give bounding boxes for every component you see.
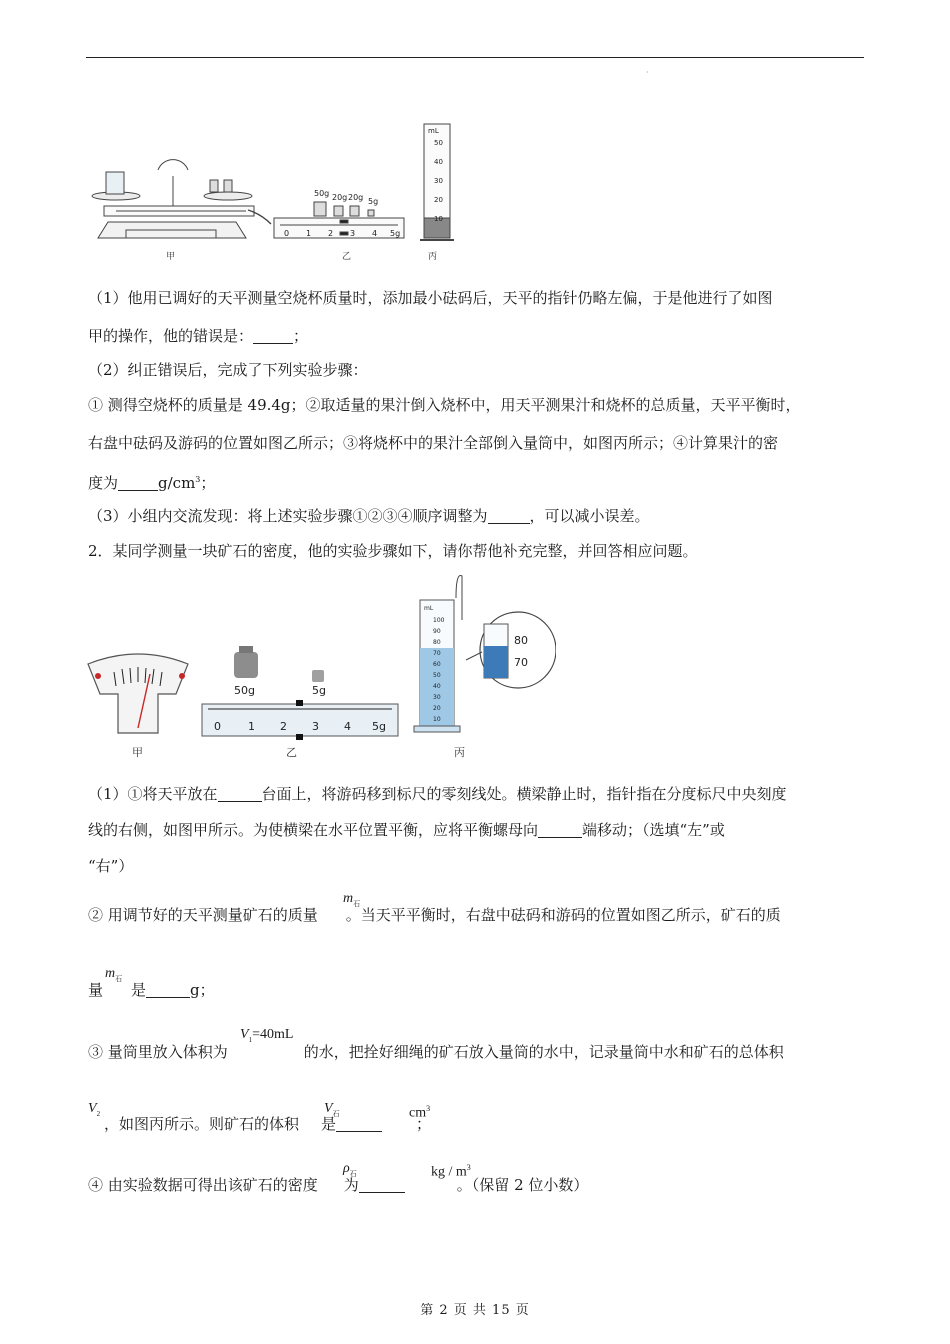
weight-label: 5g (368, 197, 379, 206)
text: ； (416, 1115, 432, 1133)
cylinder-tick-label: 20 (434, 196, 443, 204)
page-footer: 第 2 页 共 15 页 (420, 1303, 530, 1318)
stray-dot: · (646, 68, 649, 77)
scale-tick-label: 3 (350, 229, 356, 238)
cylinder-tick-label: 10 (433, 716, 441, 723)
symbol: ρ (343, 1161, 350, 1176)
volume-unit (409, 1104, 430, 1122)
q1-part1-line2 (88, 326, 308, 346)
q2-title: 2．某同学测量一块矿石的密度，他的实验步骤如下，请你帮他补充完整，并回答相应问题。 (88, 542, 698, 560)
figure-caption: 丙 (428, 252, 438, 262)
unit: g/cm (158, 474, 196, 492)
v1-symbol (240, 1027, 293, 1044)
cylinder-tick-label: 70 (433, 650, 441, 657)
figure-caption: 甲 (166, 252, 176, 262)
mass-symbol (105, 966, 122, 984)
answer-blank[interactable] (488, 509, 530, 524)
unit-exponent: 3 (195, 475, 201, 484)
pointer-gauge (88, 654, 188, 733)
weight-label: 20g (332, 193, 348, 202)
scale-tick-label: 2 (280, 720, 287, 733)
symbol-subscript: 石 (115, 974, 123, 983)
zoom-tick-label: 80 (514, 634, 528, 647)
cylinder-tick-label: 100 (433, 617, 445, 624)
text: ② 用调节好的天平测量矿石的质量 (88, 906, 318, 924)
text: 线的右侧，如图甲所示。为使横梁在水平位置平衡，应将平衡螺母向 (88, 821, 539, 839)
q2-part1-line2 (88, 820, 725, 840)
mass-symbol (343, 891, 360, 909)
figure-caption: 丙 (454, 746, 465, 759)
density-symbol (343, 1161, 357, 1179)
figure-1 (86, 118, 466, 268)
text: ； (293, 327, 309, 345)
q2-step2-line1 (88, 905, 781, 925)
q1-steps-line1: ① 测得空烧杯的质量是 49.4g；②取适量的果汁倒入烧杯中，用天平测果汁和烧杯的总质量，天平平衡时， (88, 396, 801, 414)
scale-tick-label: 4 (372, 229, 378, 238)
weight-label: 5g (312, 684, 326, 697)
text: （1）①将天平放在 (88, 785, 218, 803)
scale-tick-label: 1 (248, 720, 255, 733)
text: ，如图丙所示。则矿石的体积 (104, 1115, 300, 1133)
answer-blank[interactable] (253, 329, 293, 344)
cylinder-tick-label: 30 (433, 694, 441, 701)
cylinder-unit: mL (424, 605, 434, 612)
q2-step3-line2 (88, 1114, 431, 1134)
text: （3）小组内交流发现：将上述实验步骤①②③④顺序调整为 (88, 507, 488, 525)
scale-tick-label: 5g (390, 229, 401, 238)
text: 。（保留 2 位小数） (456, 1176, 589, 1194)
rider-scale (202, 700, 398, 740)
symbol: V (324, 1101, 333, 1116)
q2-step3-line1 (88, 1042, 784, 1062)
zoom-tick-label: 70 (514, 656, 528, 669)
symbol-subscript: 2 (96, 1109, 101, 1118)
header-rule (86, 57, 864, 58)
symbol: V (240, 1027, 249, 1042)
weight-label: 50g (234, 684, 255, 697)
q1-part2-heading: （2）纠正错误后，完成了下列实验步骤： (88, 361, 368, 379)
symbol-subscript: 1 (248, 1035, 253, 1044)
q1-part3 (88, 506, 650, 526)
answer-blank[interactable] (146, 983, 190, 998)
answer-blank[interactable] (359, 1178, 405, 1193)
symbol: m (105, 966, 116, 981)
scale-tick-label: 4 (344, 720, 351, 733)
scale-tick-label: 1 (306, 229, 312, 238)
weights-and-rider (274, 202, 404, 238)
cylinder-tick-label: 40 (433, 683, 441, 690)
scale-tick-label: 0 (214, 720, 221, 733)
scale-tick-label: 2 (328, 229, 334, 238)
weight-label: 50g (314, 189, 330, 198)
v1-value: =40mL (252, 1027, 294, 1042)
answer-blank[interactable] (218, 787, 262, 802)
symbol: V (88, 1101, 97, 1116)
weight-label: 20g (348, 193, 364, 202)
answer-blank[interactable] (538, 823, 582, 838)
text: 量 (88, 981, 104, 999)
text: 甲的操作，他的错误是： (88, 327, 254, 345)
figure-caption: 乙 (342, 252, 352, 262)
symbol: m (343, 891, 354, 906)
text: 是 (321, 1115, 337, 1133)
text: 是 (131, 981, 147, 999)
text: ④ 由实验数据可得出该矿石的密度 (88, 1176, 318, 1194)
text: 。当天平平衡时，右盘中砝码和游码的位置如图乙所示，矿石的质 (345, 906, 781, 924)
text: 端移动；（选填“左”或 (582, 821, 725, 839)
q1-steps-line3 (88, 470, 215, 493)
cylinder-tick-label: 20 (433, 705, 441, 712)
q2-part1-line3: “右”） (88, 857, 134, 875)
unit: cm (409, 1105, 427, 1121)
text: 度为 (88, 474, 119, 492)
q2-part1-line1 (88, 784, 787, 804)
cylinder-tick-label: 90 (433, 628, 441, 635)
text: ，可以减小误差。 (529, 507, 650, 525)
text: g； (190, 981, 215, 999)
figure-caption: 乙 (286, 746, 297, 759)
density-unit (431, 1163, 471, 1181)
rock-volume-symbol (324, 1101, 340, 1119)
cylinder-tick-label: 50 (433, 672, 441, 679)
symbol-subscript: 石 (349, 1169, 357, 1178)
text: 台面上，将游码移到标尺的零刻线处。横梁静止时，指针指在分度标尺中央刻度 (261, 785, 787, 803)
unit-exponent: 3 (426, 1104, 431, 1113)
cylinder-unit: mL (428, 127, 439, 135)
symbol-subscript: 石 (332, 1109, 340, 1118)
balance-illustration (92, 160, 271, 238)
q1-steps-line2: 右盘中砝码及游码的位置如图乙所示；③将烧杯中的果汁全部倒入量筒中，如图丙所示；④计算果汁的密 (88, 434, 779, 452)
scale-tick-label: 0 (284, 229, 290, 238)
scale-tick-label: 3 (312, 720, 319, 733)
answer-blank[interactable] (118, 476, 158, 491)
scale-tick-label: 5g (372, 720, 386, 733)
q1-part1-line1: （1）他用已调好的天平测量空烧杯质量时，添加最小砝码后，天平的指针仍略左偏，于是他进行了如图 (88, 289, 773, 307)
unit: kg / m (431, 1164, 467, 1180)
cylinder-tick-label: 60 (433, 661, 441, 668)
text: 的水，把拴好细绳的矿石放入量筒的水中，记录量筒中水和矿石的总体积 (303, 1043, 784, 1061)
answer-blank[interactable] (336, 1117, 382, 1132)
text: 为 (343, 1176, 359, 1194)
unit-exponent: 3 (466, 1163, 471, 1172)
figure-2 (86, 568, 556, 768)
figure-caption: 甲 (132, 746, 143, 759)
cylinder-tick-label: 30 (434, 177, 443, 185)
cylinder-tick-label: 50 (434, 139, 443, 147)
text: ； (200, 474, 216, 492)
symbol-subscript: 石 (353, 899, 361, 908)
cylinder-tick-label: 10 (434, 215, 443, 223)
weights (234, 646, 324, 682)
cylinder-tick-label: 80 (433, 639, 441, 646)
cylinder-tick-label: 40 (434, 158, 443, 166)
q2-step4 (88, 1175, 588, 1195)
v2-symbol (88, 1101, 100, 1118)
text: ③ 量筒里放入体积为 (88, 1043, 228, 1061)
